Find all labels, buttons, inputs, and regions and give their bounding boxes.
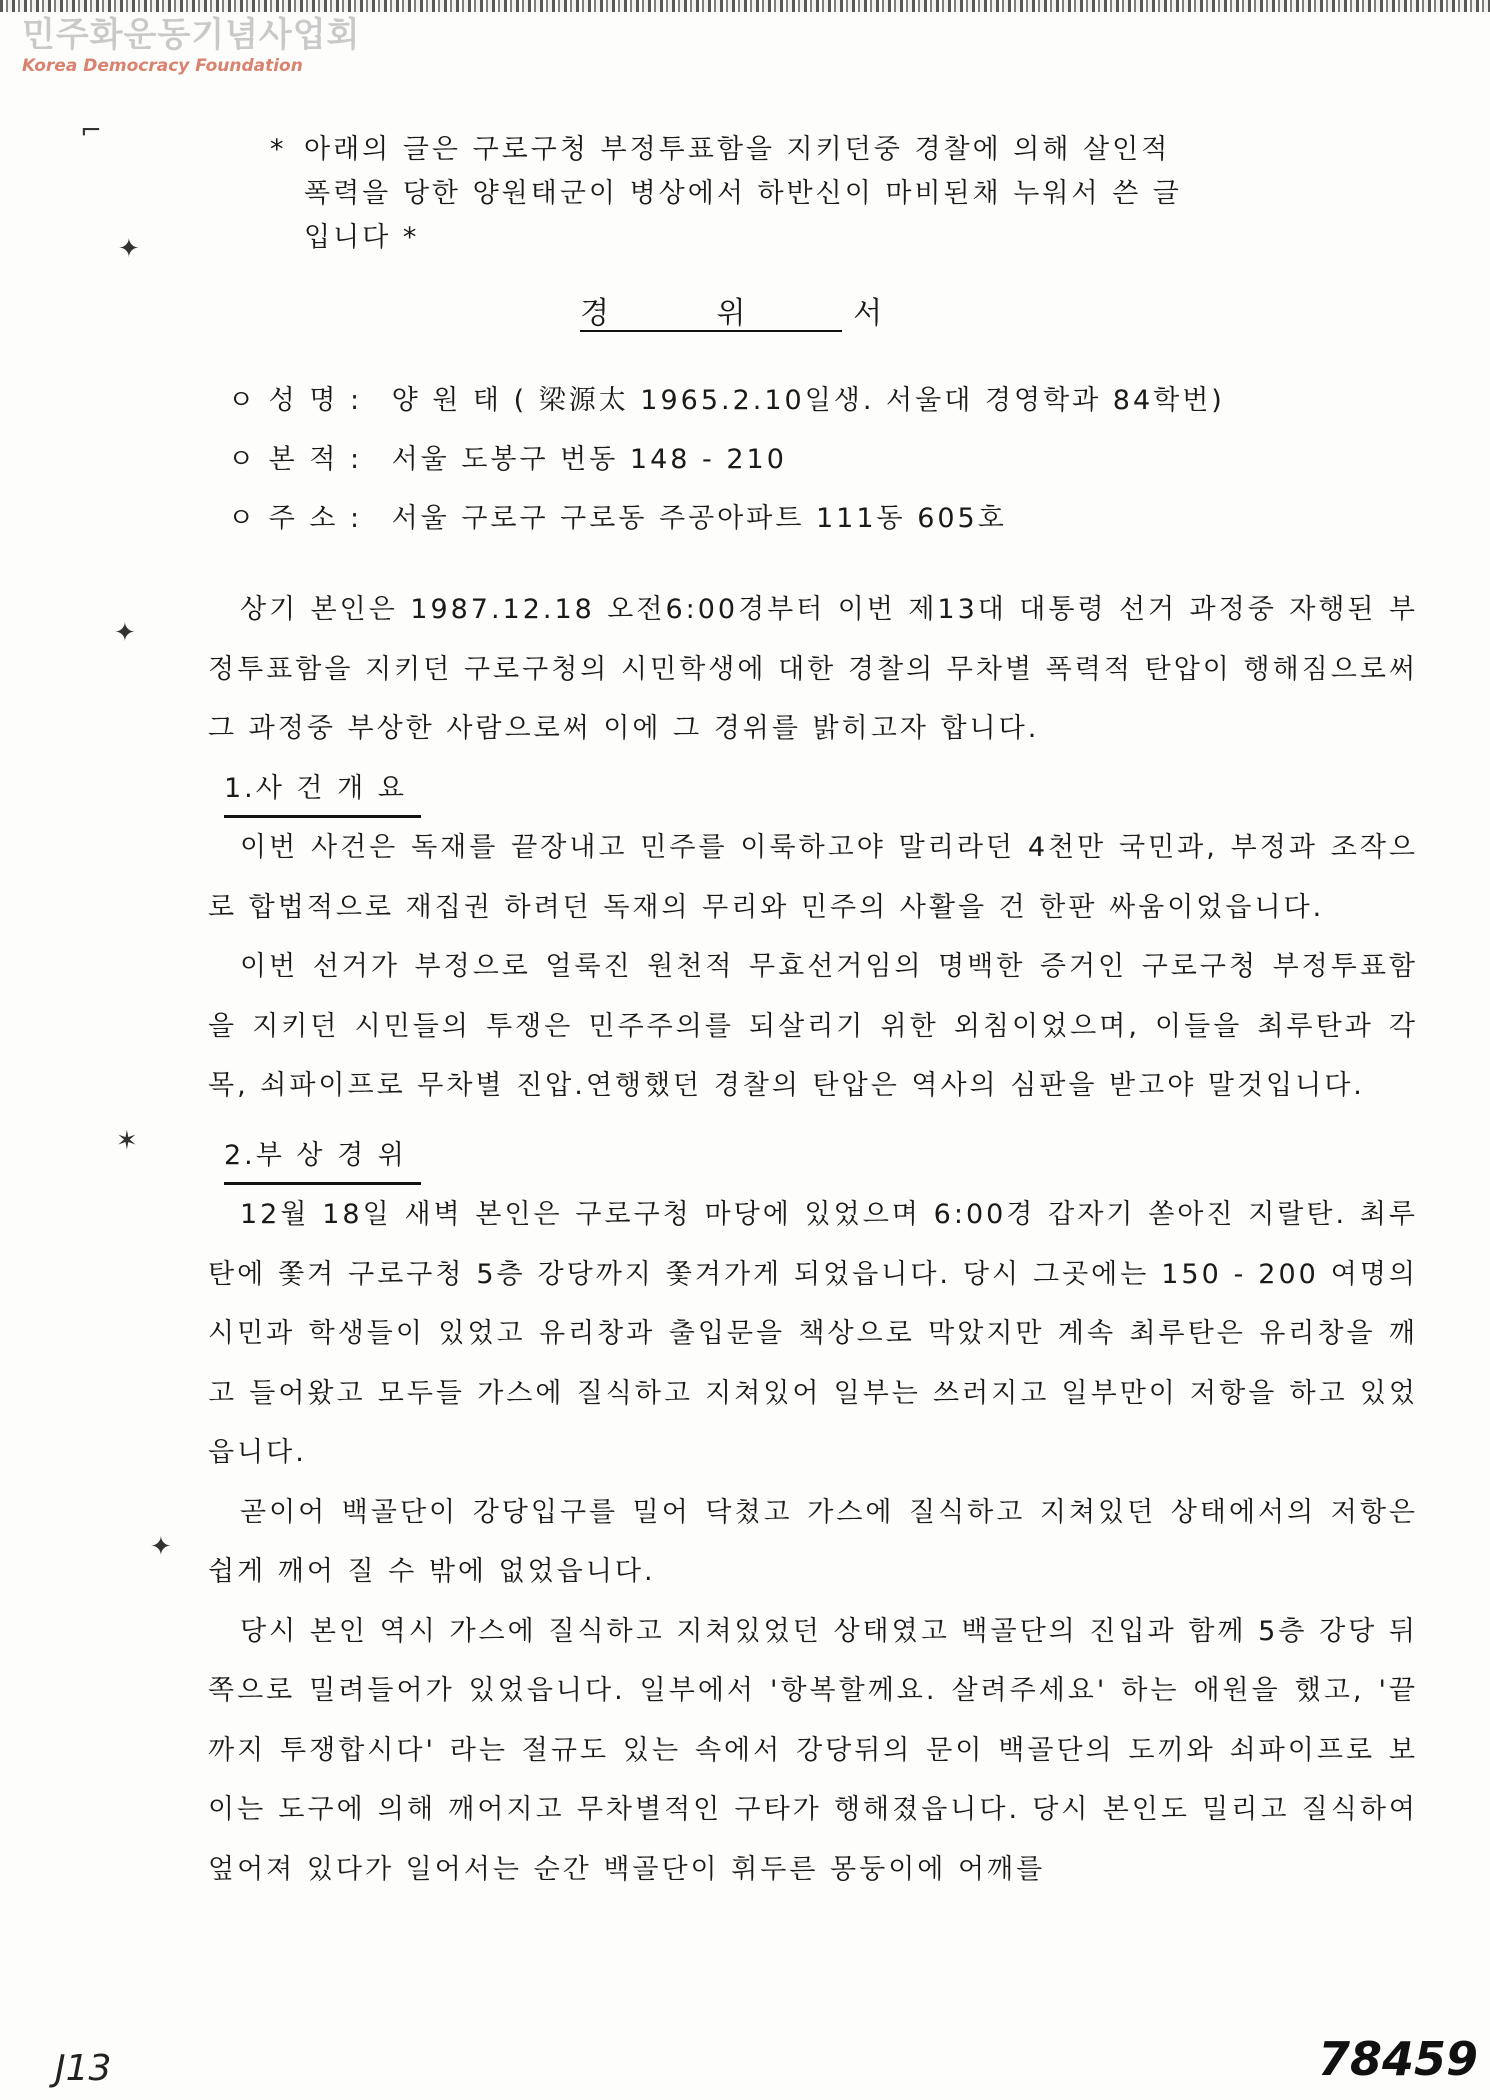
field-address: [228, 496, 1225, 555]
body-paragraph: 당시 본인 역시 가스에 질식하고 지쳐있었던 상태였고 백골단의 진입과 함께 5층 강당 뒤쪽으로 밀려들어가 있었읍니다. 일부에서 '항복할께요. 살려주세요' 하는 애원을 했고, '끝까지 투쟁합시다' 라는 절규도 있는 속에서 강당뒤의 문이 백골단의 도끼와 쇠파이프로 보이는 도구에 의해 깨어지고 무차별적인 구타가 행해졌읍니다. 당시 본인도 밀리고 질식하여 엎어져 있다가 일어서는 순간 백골단이 휘두른 몽둥이에 어깨를: [208, 1615, 1418, 1885]
field-label: ㅇ 본 적 :: [228, 444, 363, 475]
notice-line: 아래의 글은 구로구청 부정투표함을 지키던중 경찰에 의해 살인적: [304, 134, 1171, 165]
punch-mark: ✶: [116, 1126, 138, 1156]
punch-mark: ⌐: [80, 116, 102, 146]
notice-block: [270, 128, 1280, 260]
title-underline: [580, 330, 842, 332]
notice-line: 폭력을 당한 양원태군이 병상에서 하반신이 마비된채 누워서 쓴 글: [304, 178, 1182, 209]
field-value: 양 원 태 ( 梁源太 1965.2.10일생. 서울대 경영학과 84학번): [391, 385, 1225, 416]
body-paragraph: 이번 사건은 독재를 끝장내고 민주를 이룩하고야 말리라던 4천만 국민과, 부정과 조작으로 합법적으로 재집권 하려던 독재의 무리와 민주의 사활을 건 한판 싸움이었읍니다.: [208, 832, 1418, 923]
asterisk-icon: *: [270, 134, 287, 165]
punch-mark: ✦: [150, 1532, 172, 1562]
document-title: [580, 288, 885, 332]
punch-mark: ✦: [118, 234, 140, 264]
personal-info: [228, 378, 1225, 555]
punch-mark: ✦: [114, 618, 136, 648]
field-label: ㅇ 성 명 :: [228, 385, 363, 416]
section-heading: 1.사 건 개 요: [224, 763, 421, 818]
handwritten-archive-number: 78459: [1318, 2032, 1479, 2086]
document-body: [208, 580, 1418, 1899]
intro-paragraph: 상기 본인은 1987.12.18 오전6:00경부터 이번 제13대 대통령 선거 과정중 자행된 부정투표함을 지키던 구로구청의 시민학생에 대한 경찰의 무차별 폭력적 탄압이 행해짐으로써 그 과정중 부상한 사람으로써 이에 그 경위를 밝히고자 합니다.: [208, 594, 1418, 744]
watermark-logo: [22, 15, 361, 76]
title-char: 경: [580, 296, 612, 331]
field-label: ㅇ 주 소 :: [228, 503, 363, 534]
handwritten-page-mark: J13: [55, 2048, 112, 2089]
body-paragraph: 곧이어 백골단이 강당입구를 밀어 닥쳤고 가스에 질식하고 지쳐있던 상태에서의 저항은 쉽게 깨어 질 수 밖에 없었읍니다.: [208, 1496, 1418, 1587]
watermark-korean: 민주화운동기념사업회: [22, 15, 361, 55]
field-domicile: [228, 437, 1225, 496]
field-value: 서울 구로구 구로동 주공아파트 111동 605호: [391, 503, 1007, 534]
field-name: [228, 378, 1225, 437]
body-paragraph: 12월 18일 새벽 본인은 구로구청 마당에 있었으며 6:00경 갑자기 쏟아진 지랄탄. 최루탄에 쫓겨 구로구청 5층 강당까지 쫓겨가게 되었읍니다. 당시 그곳에는 150 - 200 여명의시민과 학생들이 있었고 유리창과 출입문을 책상으로 막았지만 계속 최루탄은 유리창을 깨고 들어왔고 모두들 가스에 질식하고 지쳐있어 일부는 쓰러지고 일부만이 저항을 하고 있었읍니다.: [208, 1199, 1418, 1468]
body-paragraph: 이번 선거가 부정으로 얼룩진 원천적 무효선거임의 명백한 증거인 구로구청 부정투표함을 지키던 시민들의 투쟁은 민주주의를 되살리기 위한 외침이었으며, 이들을 최루탄과 각목, 쇠파이프로 무차별 진압.연행했던 경찰의 탄압은 역사의 심판을 받고야 말것입니다.: [208, 951, 1418, 1101]
notice-line: 입니다 *: [304, 222, 420, 253]
title-char: 위: [716, 296, 749, 331]
watermark-english: Korea Democracy Foundation: [22, 56, 303, 76]
field-value: 서울 도봉구 번동 148 - 210: [391, 444, 787, 475]
scan-top-edge: [0, 0, 1490, 12]
title-char: 서: [853, 296, 886, 331]
section-heading: 2.부 상 경 위: [224, 1130, 421, 1185]
